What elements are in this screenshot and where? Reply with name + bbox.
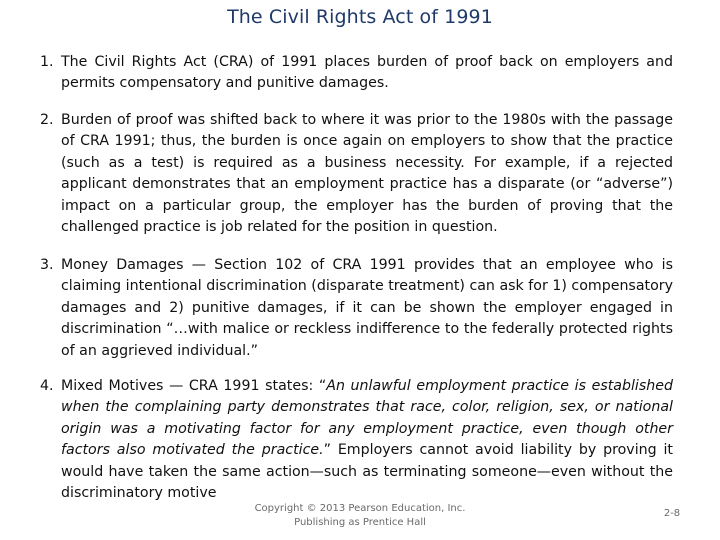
list-item-number: 1. bbox=[40, 54, 54, 70]
slide-title: The Civil Rights Act of 1991 bbox=[227, 6, 493, 28]
list-item-text: Burden of proof was shifted back to where it was prior to the 1980s with the passage of CRA 1991; thus, the burden is once again on employers to show that the practice (such as a test) is required as a business necessity. For example, if a rejected applicant demonstrates that an employment practice has a disparate (or “adverse”) impact on a particular group, the employer has the burden of proving that the challenged practice is job related for the position in question. bbox=[61, 112, 673, 236]
list-item-2 bbox=[40, 110, 673, 238]
footer-copyright bbox=[246, 502, 474, 530]
list-item-number: 3. bbox=[40, 257, 54, 273]
list-item-3 bbox=[40, 255, 673, 362]
list-item-number: 2. bbox=[40, 112, 54, 128]
mixed-motives-lead: Mixed Motives — CRA 1991 states: “ bbox=[61, 378, 327, 394]
copyright-line: Copyright © 2013 Pearson Education, Inc. bbox=[254, 503, 466, 514]
page-number: 2-8 bbox=[663, 508, 681, 519]
list-item-text: The Civil Rights Act (CRA) of 1991 places burden of proof back on employers and permits compensatory and punitive damages. bbox=[61, 54, 673, 92]
list-item-4 bbox=[40, 376, 673, 504]
list-item-text bbox=[61, 376, 673, 504]
statute-quote: An unlawful employment practice is established when the complaining party demonstrates that race, color, religion, sex, or national origin was a motivating factor for any employment practice, even though other factors also motivated the practice. bbox=[61, 378, 673, 459]
list-item-number: 4. bbox=[40, 378, 54, 394]
publisher-line: Publishing as Prentice Hall bbox=[294, 517, 426, 528]
mixed-motives-tail: ” Employers cannot avoid liability by proving it would have taken the same action—such as terminating someone—even without the discriminatory motive bbox=[61, 442, 673, 502]
list-item-1 bbox=[40, 52, 673, 95]
list-item-text: Money Damages — Section 102 of CRA 1991 provides that an employee who is claiming intentional discrimination (disparate treatment) can ask for 1) compensatory damages and 2) punitive damages, if it can be shown the employer engaged in discrimination “…with malice or reckless indifference to the federally protected rights of an aggrieved individual.” bbox=[61, 257, 673, 359]
